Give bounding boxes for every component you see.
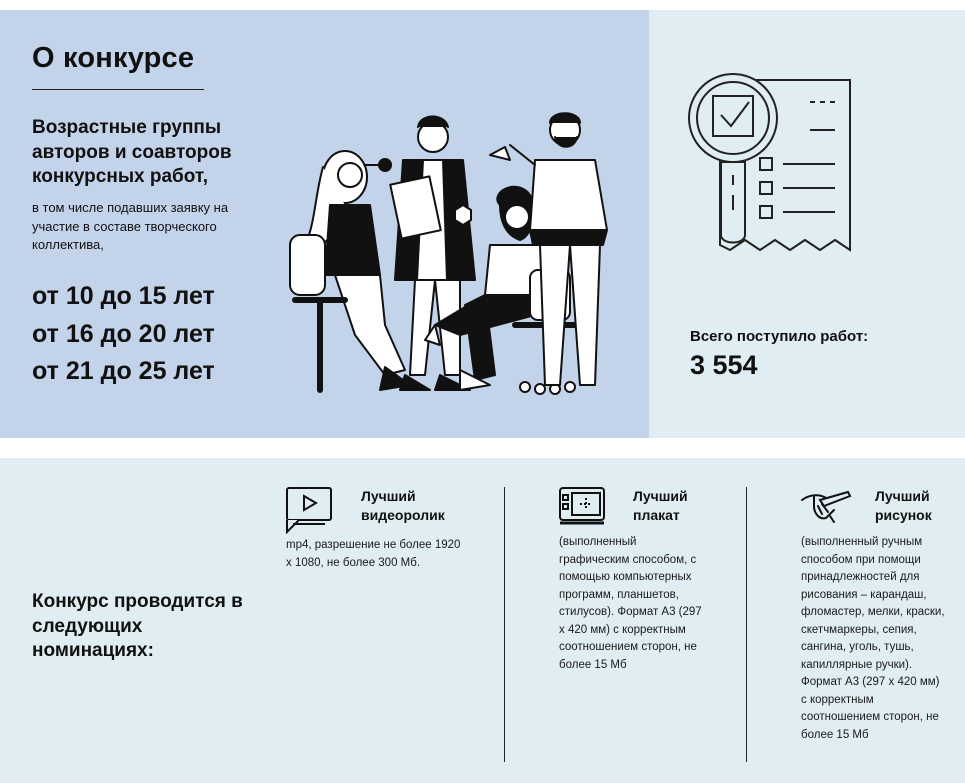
- age-ranges-list: [32, 278, 215, 391]
- page-title: О конкурсе: [32, 42, 195, 74]
- title-divider: [32, 89, 204, 90]
- nomination-title-line: Лучший: [633, 488, 688, 504]
- people-group-illustration: [285, 105, 615, 395]
- age-range-item: от 21 до 25 лет: [32, 357, 215, 385]
- nomination-desc-drawing: (выполненный ручным способом при помощи принадлежностей для рисования – карандаш, фломастер, мелки, краски, скетчмаркеры, сепия, сангина, уголь, тушь, капиллярные ручки). Формат А3 (297 х 420 мм) с корректным соотношением сторон, не более 15 Мб: [801, 536, 945, 741]
- drawing-hand-icon: [800, 486, 852, 526]
- about-panel: [0, 10, 649, 438]
- column-divider: [746, 487, 747, 762]
- age-range-item: от 16 до 20 лет: [32, 319, 215, 348]
- nomination-title-line: видеоролик: [361, 507, 445, 523]
- total-works-value: 3 554: [690, 350, 758, 380]
- nomination-title-poster: [633, 487, 688, 525]
- nomination-desc-video: mp4, разрешение не более 1920 х 1080, не более 300 Мб.: [286, 539, 461, 569]
- age-groups-note: в том числе подавших заявку на участие в составе творческого коллектива,: [32, 200, 229, 252]
- nominations-section: [0, 458, 965, 783]
- nominations-heading: Конкурс проводится в следующих номинациях:: [32, 591, 243, 661]
- tablet-icon: [558, 486, 608, 526]
- nomination-title-drawing: [875, 487, 932, 525]
- nomination-title-line: плакат: [633, 507, 680, 523]
- column-divider: [504, 487, 505, 762]
- document-magnifier-icon: [685, 60, 865, 270]
- total-works-label: Всего поступило работ:: [690, 328, 869, 345]
- video-icon: [285, 486, 335, 534]
- age-range-item: от 10 до 15 лет: [32, 282, 215, 310]
- about-section: [0, 10, 965, 438]
- nomination-title-line: рисунок: [875, 507, 932, 523]
- age-groups-heading: Возрастные группы авторов и соавторов конкурсных работ,: [32, 117, 232, 187]
- nomination-title-line: Лучший: [361, 488, 416, 504]
- nomination-title-video: [361, 487, 445, 525]
- nomination-title-line: Лучший: [875, 488, 930, 504]
- stats-panel: [649, 10, 965, 438]
- nomination-desc-poster: (выполненный графическим способом, с помощью компьютерных программ, планшетов, стилусов). Формат А3 (297 х 420 мм) с корректным соотношением сторон, не более 15 Мб: [559, 536, 702, 671]
